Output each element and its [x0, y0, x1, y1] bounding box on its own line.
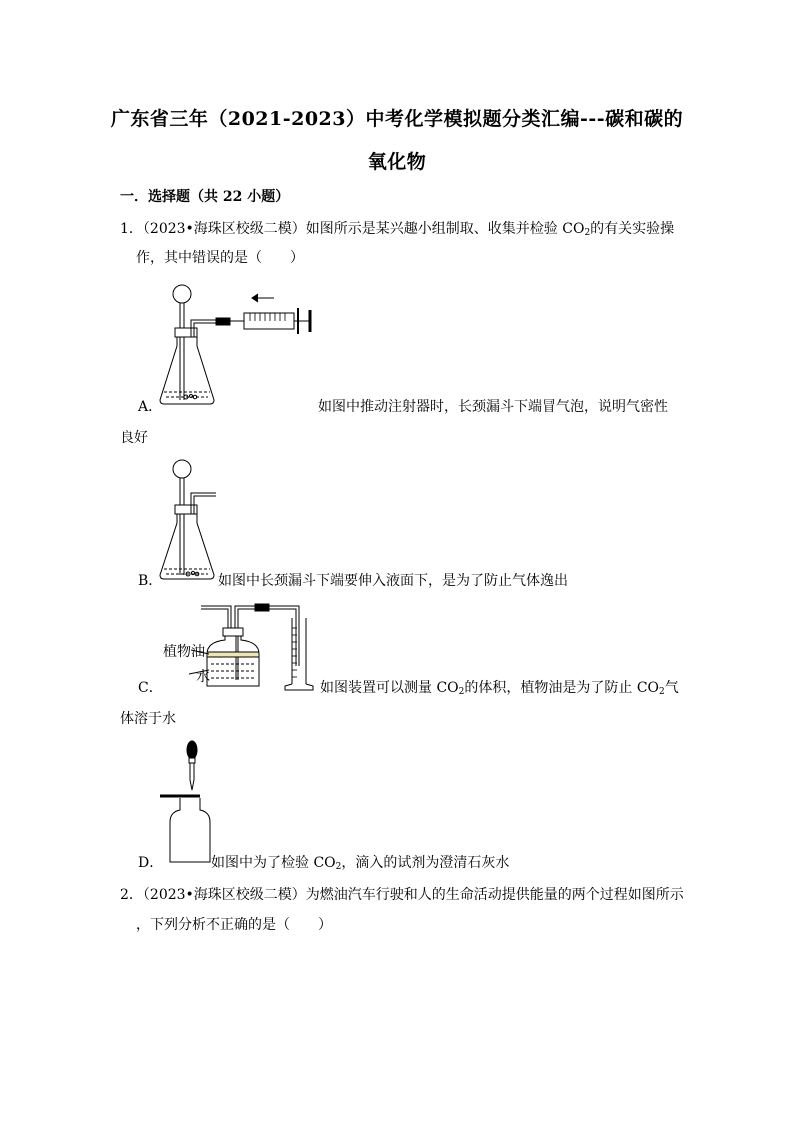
q1-stem-line1: 1．（2023•海珠区校级二模）如图所示是某兴趣小组制取、收集并检验 $CO_2$的有关实验操 — [120, 221, 675, 238]
q1-option-c-text: 如图装置可以测量 $CO_2$的体积，植物油是为了防止 $CO_2$气 — [320, 680, 679, 697]
q1-option-a-text: 如图中推动注射器时，长颈漏斗下端冒气泡，说明气密性 — [318, 399, 668, 415]
q1-option-d-letter: D． — [138, 855, 164, 871]
q1-option-b-text: 如图中长颈漏斗下端要伸入液面下，是为了防止气体逸出 — [218, 573, 568, 589]
q1-option-c-text-cont: 体溶于水 — [120, 711, 176, 727]
page-title-line1: 广东省三年（2021-2023）中考化学模拟题分类汇编---碳和碳的 — [110, 108, 684, 130]
label-water: 水 — [196, 669, 210, 685]
q1-option-c-letter: C． — [138, 680, 163, 696]
q1-option-a-letter: A． — [138, 399, 163, 415]
figure-d-dropper-jar — [160, 738, 216, 866]
figure-a-syringe-flask — [158, 280, 328, 408]
section-heading: 一．选择题（共 22 小题） — [120, 189, 290, 205]
figure-c-oil-bottle-cylinder — [195, 598, 325, 694]
q2-stem-line2: ，下列分析不正确的是（ ） — [136, 917, 332, 933]
q1-stem-line2: 作，其中错误的是（ ） — [136, 250, 304, 266]
q2-stem-line1: 2．（2023•海珠区校级二模）为燃油汽车行驶和人的生命活动提供能量的两个过程如图所示 — [120, 887, 684, 903]
page-title-line2: 氧化物 — [367, 151, 427, 173]
figure-b-funnel-flask — [158, 455, 228, 583]
q1-option-b-letter: B． — [138, 573, 163, 589]
q1-option-a-text-cont: 良好 — [120, 430, 148, 446]
label-vegetable-oil: 植物油 — [163, 644, 205, 660]
q1-option-d-text: 如图中为了检验 $CO_2$，滴入的试剂为澄清石灰水 — [211, 855, 510, 872]
